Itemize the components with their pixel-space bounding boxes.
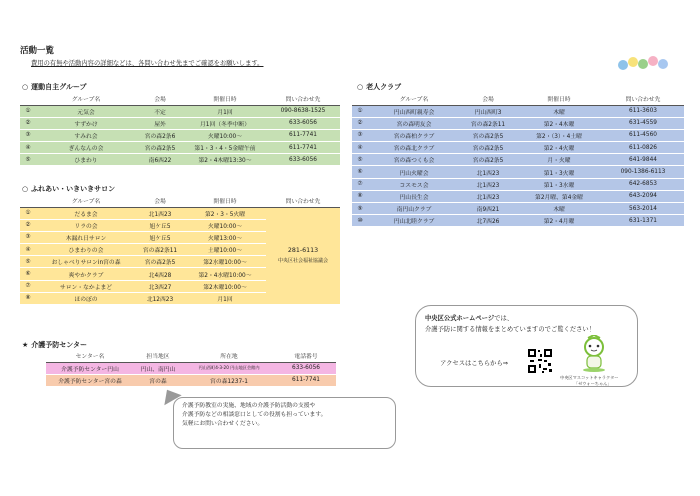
col-header: 問い合わせ先 xyxy=(602,93,684,105)
col-header: グループ名 xyxy=(368,93,460,105)
page-title: 活動一覧 xyxy=(20,46,55,56)
col-header: 会場 xyxy=(136,195,184,207)
col-header: グループ名 xyxy=(36,93,136,105)
circle-bullet-icon: ○ xyxy=(22,185,29,193)
homepage-access-label: アクセスはこちらから⇒ xyxy=(440,360,509,367)
table-row: ① 円山西町親寿会 円山西町3 木曜 611-3603 xyxy=(352,105,684,117)
table-row: ⑨ 南円山クラブ 南9西21 木曜 563-2014 xyxy=(352,203,684,215)
circle-bullet-icon: ○ xyxy=(22,83,29,91)
col-header: センター名 xyxy=(46,350,134,362)
table-row: ⑦ サロン・なかよまど 北3西27 第2木曜10:00〜 xyxy=(20,280,340,292)
table-row: 介護予防センター宮の森 宮の森 宮の森1237-1 611-7741 xyxy=(46,374,336,386)
table-row: ④ ぎんなんの会 宮の森2条5 第1・3・4・5金曜午前 611-7741 xyxy=(20,142,340,154)
care-note-callout xyxy=(173,397,396,449)
col-header: 問い合わせ先 xyxy=(266,195,340,207)
table-row: ⑦ コスモス会 北1西23 第1・3水曜 642-6853 xyxy=(352,178,684,190)
section-undo-heading: ○ 運動自主グループ xyxy=(22,83,87,91)
elders-table xyxy=(352,93,684,227)
mascot-caption-1: 中央区マスコットキャラクター xyxy=(560,375,619,380)
homepage-heading: 中央区公式ホームページでは、 xyxy=(425,315,514,322)
col-header: 会場 xyxy=(136,93,184,105)
page-subtitle: 費用の有無や活動内容の詳細などは、各問い合わせ先までご確認をお願いします。 xyxy=(31,60,264,67)
section-care-heading: ★ 介護予防センター xyxy=(22,341,88,349)
table-row: ④ ひまわりの会 宮の森2条11 土曜10:00〜 xyxy=(20,244,340,256)
salon-table xyxy=(20,195,340,305)
table-row: ⑥ 爽やかクラブ 北4西28 第2・4水曜10:00〜 xyxy=(20,268,340,280)
col-header: 開催日時 xyxy=(184,195,266,207)
care-table xyxy=(46,350,336,387)
mascot-caption-2: 「ゼウォーちゃん」 xyxy=(574,381,612,386)
table-row: ② リラの会 旭ケ丘5 火曜10:00〜 xyxy=(20,219,340,231)
table-row: ④ 宮の森北クラブ 宮の森2条5 第2・4火曜 611-0826 xyxy=(352,142,684,154)
col-header: 開催日時 xyxy=(516,93,602,105)
table-row: ③ 木漏れ日サロン 旭ケ丘5 火曜13:00〜 xyxy=(20,231,340,243)
table-row: ⑧ 円山長生会 北1西23 第2月曜、第4金曜 643-2094 xyxy=(352,190,684,202)
table-row: ③ すみれ会 宮の森2条6 火曜10:00〜 611-7741 xyxy=(20,129,340,141)
col-header: 会場 xyxy=(460,93,516,105)
table-row: ⑥ 円山火曜会 北1西23 第1・3火曜 090-1386-6113 xyxy=(352,166,684,178)
table-row: ① だるま会 北1西23 第2・3・5火曜 281-6113 中央区社会福祉協議会 xyxy=(20,207,340,219)
col-header: グループ名 xyxy=(36,195,136,207)
salon-contact-cell: 281-6113 中央区社会福祉協議会 xyxy=(266,207,340,305)
table-row: ⑧ ほのぼの 北12西23 月1回 xyxy=(20,292,340,304)
table-row: ⑤ 宮の森つくも会 宮の森2条5 月・火曜 641-9844 xyxy=(352,154,684,166)
circle-bullet-icon: ○ xyxy=(357,83,364,91)
table-row: ② すずかけ 屋外 月1回（冬季中断） 633-6056 xyxy=(20,117,340,129)
table-row: ③ 宮の森柏クラブ 宮の森2条5 第2・（3）・4土曜 611-4560 xyxy=(352,129,684,141)
mascot-character-icon xyxy=(574,335,614,373)
col-header: 開催日時 xyxy=(184,93,266,105)
qr-code-icon[interactable] xyxy=(527,348,553,374)
col-header: 電話番号 xyxy=(276,350,336,362)
col-header: 所在地 xyxy=(182,350,276,362)
undo-table xyxy=(20,93,340,166)
bubble-mascots-illustration xyxy=(615,50,675,74)
table-row: ① 元気会 不定 月1回 090-8638-1525 xyxy=(20,105,340,117)
section-elders-heading: ○ 老人クラブ xyxy=(357,83,402,91)
care-note-text: 介護予防教室の実施、地域の介護予防活動の支援や 介護予防などの相談窓口としての役割も担っています。 気軽にお問い合わせください。 xyxy=(182,403,327,427)
table-row: ⑤ ひまわり 南6西22 第2・4木曜13:30〜 633-6056 xyxy=(20,154,340,166)
col-header: 担当地区 xyxy=(134,350,182,362)
homepage-description: 介護予防に関する情報をまとめていますのでご覧ください！ xyxy=(425,326,596,333)
section-salon-heading: ○ ふれあい・いきいきサロン xyxy=(22,185,116,193)
table-row: ⑤ おしゃべりサロンin宮の森 宮の森2条5 第2水曜10:00〜 xyxy=(20,256,340,268)
table-row: 介護予防センター円山 円山、南円山 円山西町4-3-20 円山地区会館内 633-6056 xyxy=(46,362,336,374)
table-row: ② 宮の森明友会 宮の森2条11 第2・4木曜 631-4559 xyxy=(352,117,684,129)
table-row: ⑩ 円山北睦クラブ 北7西26 第2・4月曜 631-1371 xyxy=(352,215,684,227)
star-bullet-icon: ★ xyxy=(22,341,29,349)
col-header: 問い合わせ先 xyxy=(266,93,340,105)
